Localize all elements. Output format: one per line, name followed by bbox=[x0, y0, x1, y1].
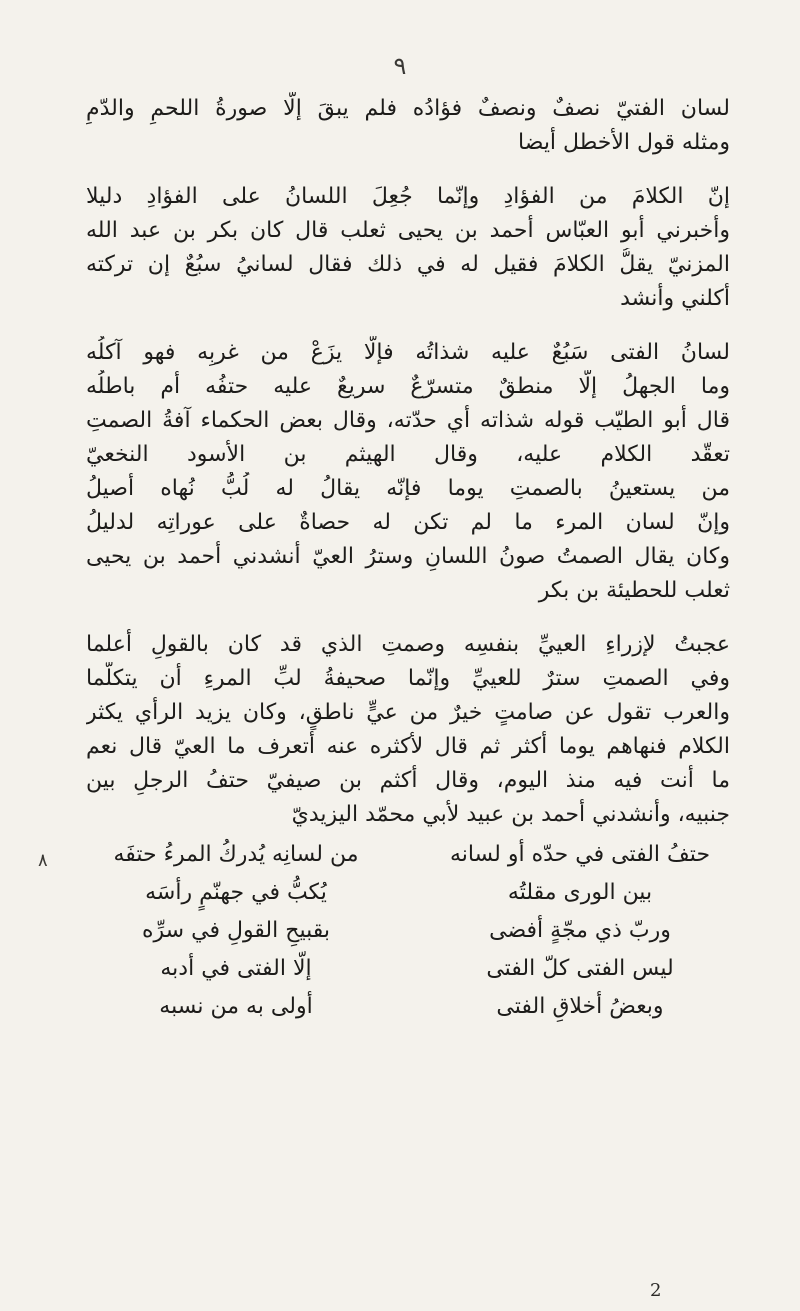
verse bbox=[86, 874, 730, 912]
paragraph-1 bbox=[86, 92, 730, 160]
text-line: لسان الفتيّ نصفٌ ونصفٌ فؤادُه فلم يبقَ إلّا صورةُ اللحمِ والدّمِ bbox=[86, 96, 730, 121]
paragraph-2 bbox=[86, 180, 730, 316]
text-line: تعقّد الكلام عليه، وقال الهيثم بن الأسود النخعيّ bbox=[86, 442, 730, 467]
hemistich-left: بقبيحِ القولِ في سرِّه bbox=[142, 918, 330, 943]
verse bbox=[86, 836, 730, 874]
text-line: ومثله قول الأخطل أيضا bbox=[518, 130, 730, 155]
page-number: ٩ bbox=[393, 52, 407, 80]
hemistich-right: وربّ ذي مجّةٍ أفضى bbox=[489, 918, 671, 943]
text-line: والعرب تقول عن صامتٍ خيرٌ من عيٍّ ناطقٍ، وكان يزيد الرأي يكثر bbox=[86, 700, 730, 725]
text-line: المزنيّ يقلُّ الكلامَ فقيل له في ذلك فقال لسانيُ سبُعٌ إن تركته bbox=[86, 252, 730, 277]
footer-page-number: 2 bbox=[650, 1280, 662, 1301]
text-line: من يستعينُ بالصمتِ يوما فإنّه يقالُ له لُبُّ نُهاه أصيلُ bbox=[86, 476, 730, 501]
hemistich-right: بين الورى مقلتُه bbox=[507, 880, 653, 905]
text-body bbox=[86, 92, 730, 1026]
hemistich-right: وبعضُ أخلاقِ الفتى bbox=[496, 994, 664, 1019]
text-line: أكلني وأنشد bbox=[620, 286, 730, 311]
text-line: وأخبرني أبو العبّاس أحمد بن يحيى ثعلب قال كان بكر بن عبد الله bbox=[86, 218, 730, 243]
hemistich-left: يُكبُّ في جهنّمٍ رأسَه bbox=[145, 880, 327, 905]
text-line: وما الجهلُ إلّا منطقٌ متسرّعٌ سريعٌ عليه حتفُه أم باطلُه bbox=[86, 374, 730, 399]
text-line: وإنّ لسان المرء ما لم تكن له حصاةٌ على عوراتِه لدليلُ bbox=[86, 510, 730, 535]
paragraph-3 bbox=[86, 336, 730, 608]
text-line: ثعلب للحطيئة بن بكر bbox=[538, 578, 730, 603]
verse bbox=[86, 912, 730, 950]
text-line: لسانُ الفتى سَبُعٌ عليه شذاتُه فإلّا يزَعْ من غربِه فهو آكلُه bbox=[86, 340, 730, 365]
hemistich-right: حتفُ الفتى في حدّه أو لسانه bbox=[449, 842, 711, 867]
text-line: وكان يقال الصمتُ صونُ اللسانِ وسترُ العيّ أنشدني أحمد بن يحيى bbox=[86, 544, 730, 569]
text-line: عجبتُ لإزراءِ العييِّ بنفسِه وصمتِ الذي قد كان بالقولِ أعلما bbox=[86, 632, 730, 657]
text-line: وفي الصمتِ سترٌ للعييِّ وإنّما صحيفةُ لبِّ المرءِ أن يتكلّما bbox=[86, 666, 730, 691]
hemistich-left: إلّا الفتى في أدبه bbox=[160, 956, 312, 981]
hemistich-left: أولى به من نسبه bbox=[159, 994, 313, 1019]
text-line: ما أنت فيه منذ اليوم، وقال أكثم بن صيفيّ حتفُ الرجلِ بين bbox=[86, 768, 730, 793]
verse bbox=[86, 988, 730, 1026]
poem-verses bbox=[86, 836, 730, 1026]
paragraph-4 bbox=[86, 628, 730, 832]
verse bbox=[86, 950, 730, 988]
text-line: قال أبو الطيّب قوله شذاته أي حدّته، وقال بعض الحكماء آفةُ الصمتِ bbox=[86, 408, 730, 433]
text-line: إنّ الكلامَ من الفؤادِ وإنّما جُعِلَ اللسانُ على الفؤادِ دليلا bbox=[86, 184, 730, 209]
text-line: الكلام فنهاهم يوما أكثر ثم قال لأكثره عنه أتعرف ما العيّ قال نعم bbox=[86, 734, 730, 759]
margin-number: ٨ bbox=[38, 850, 48, 871]
hemistich-right: ليس الفتى كلّ الفتى bbox=[486, 956, 674, 981]
hemistich-left: من لسانِه يُدركُ المرءُ حتفَه bbox=[113, 842, 359, 867]
text-line: جنبيه، وأنشدني أحمد بن عبيد لأبي محمّد اليزيديّ bbox=[291, 802, 730, 827]
